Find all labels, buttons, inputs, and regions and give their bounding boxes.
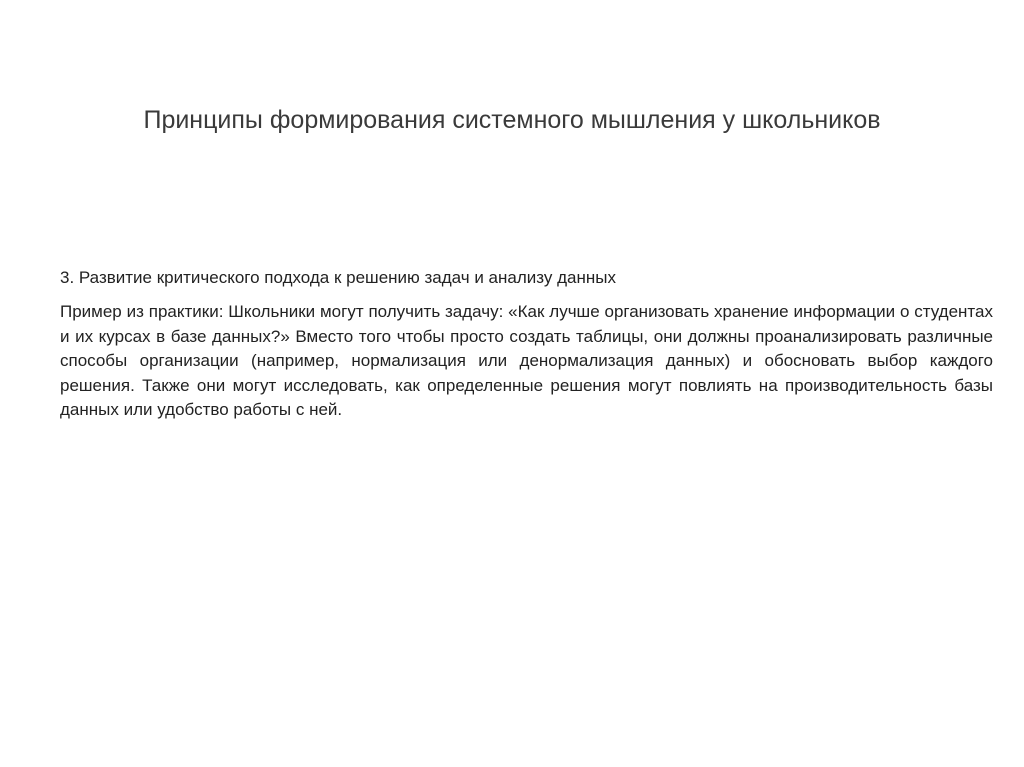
slide-title: Принципы формирования системного мышления у школьников (143, 106, 881, 134)
example-paragraph: Пример из практики: Школьники могут получить задачу: «Как лучше организовать хранение информации о студентах и их курсах в базе данных?» Вместо того чтобы просто создать таблицы, они должны проанализировать различные способы организации (например, нормализация или денормализация данных) и обосновать выбор каждого решения. Также они могут исследовать, как определенные решения могут повлиять на производительность базы данных или удобство работы с ней. (60, 302, 993, 419)
point-heading: 3. Развитие критического подхода к решению задач и анализу данных (60, 268, 616, 287)
slide-body (60, 266, 993, 423)
